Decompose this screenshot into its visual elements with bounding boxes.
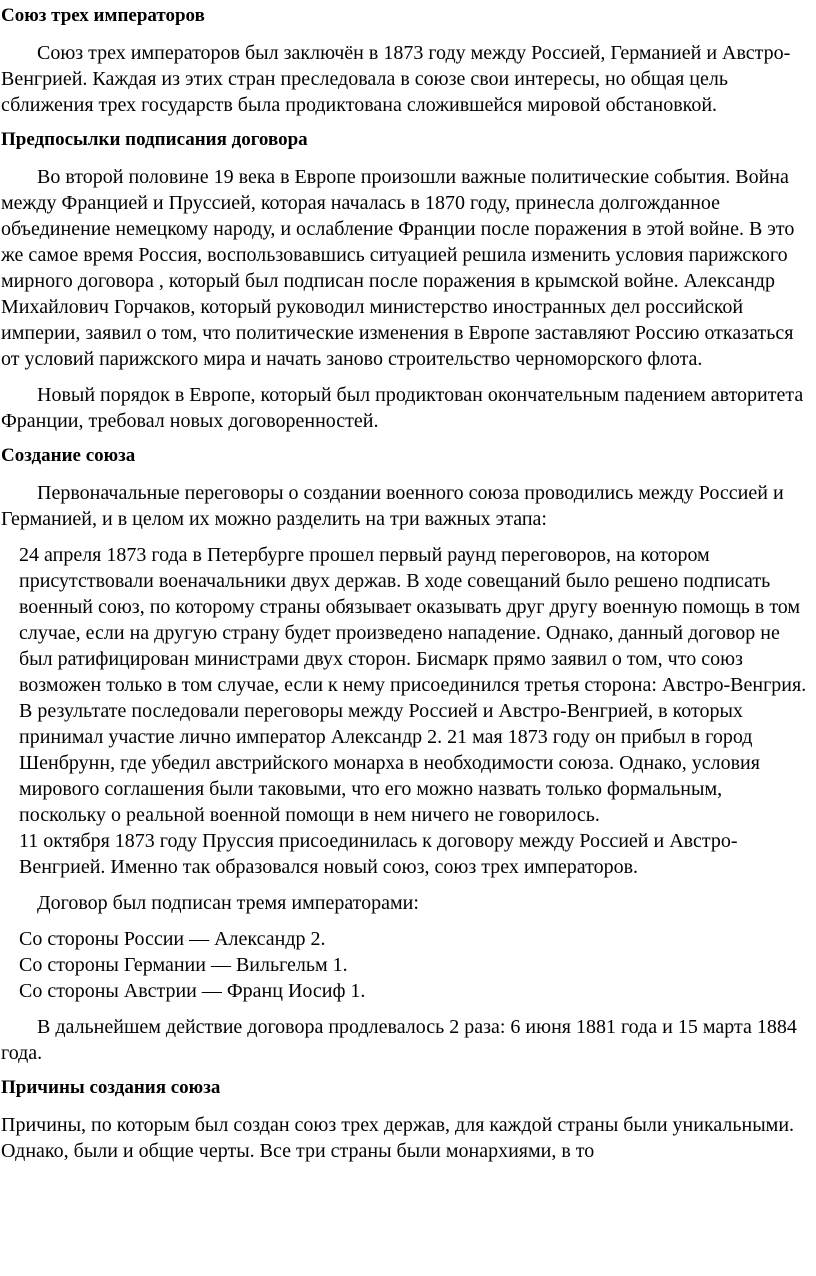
- list-item: В результате последовали переговоры между Россией и Австро-Венгрией, в которых принимал участие лично император Александр 2. 21 мая 1873 году он прибыл в город Шенбрунн, где убедил австрийского монарха в необходимости союза. Однако, условия мирового соглашения были таковыми, что его можно назвать только формальным, поскольку о реальной военной помощи в нем ничего не говорилось.: [19, 700, 760, 826]
- signers-list: [0, 926, 816, 1004]
- stages-list: [0, 542, 816, 880]
- paragraph-intro: Союз трех императоров был заключён в 1873 году между Россией, Германией и Австро-Венгрией. Каждая из этих стран преследовала в союзе свои интересы, но общая цель сближения трех государств была продиктована сложившейся мировой обстановкой.: [1, 42, 791, 116]
- section-heading-reasons: Причины создания союза: [1, 1077, 221, 1098]
- paragraph-negotiations: Первоначальные переговоры о создании военного союза проводились между Россией и Германией, и в целом их можно разделить на три важных этапа:: [1, 482, 784, 530]
- signer-germany: Со стороны Германии — Вильгельм 1.: [19, 954, 348, 976]
- paragraph-reasons: Причины, по которым был создан союз трех держав, для каждой страны были уникальными. Однако, были и общие черты. Все три страны были монархиями, в то: [1, 1114, 795, 1162]
- paragraph-events: Во второй половине 19 века в Европе произошли важные политические события. Война между Францией и Пруссией, которая началась в 1870 году, принесла долгожданное объединение немецкому народу, и ослабление Франции после поражения в этой войне. В это же самое время Россия, воспользовавшись ситуацией решила изменить условия парижского мирного договора , который был подписан после поражения в крымской войне. Александр Михайлович Горчаков, который руководил министерство иностранных дел российской империи, заявил о том, что политические изменения в Европе заставляют Россию отказаться от условий парижского мира и начать заново строительство черноморского флота.: [1, 166, 795, 370]
- section-heading-prerequisites: Предпосылки подписания договора: [1, 129, 308, 150]
- list-item: 11 октября 1873 году Пруссия присоединилась к договору между Россией и Австро-Венгрией. Именно так образовался новый союз, союз трех императоров.: [19, 830, 738, 878]
- paragraph-extensions: В дальнейшем действие договора продлевалось 2 раза: 6 июня 1881 года и 15 марта 1884 года.: [1, 1016, 797, 1064]
- signer-russia: Со стороны России — Александр 2.: [19, 928, 326, 950]
- signer-austria: Со стороны Австрии — Франц Иосиф 1.: [19, 980, 366, 1002]
- list-item: 24 апреля 1873 года в Петербурге прошел первый раунд переговоров, на котором присутствовали военачальники двух держав. В ходе совещаний было решено подписать военный союз, по которому страны обязывает оказывать друг другу военную помощь в том случае, если на другую страну будет произведено нападение. Однако, данный договор не был ратифицирован министрами двух сторон. Бисмарк прямо заявил о том, что союз возможен только в том случае, если к нему присоединился третья сторона: Австро-Венгрия.: [19, 544, 807, 696]
- section-heading-creation: Создание союза: [1, 445, 136, 466]
- paragraph-signed: Договор был подписан тремя императорами:: [37, 892, 419, 914]
- section-heading-union: Союз трех императоров: [1, 5, 205, 26]
- paragraph-new-order: Новый порядок в Европе, который был продиктован окончательным падением авторитета Франции, требовал новых договоренностей.: [1, 384, 804, 432]
